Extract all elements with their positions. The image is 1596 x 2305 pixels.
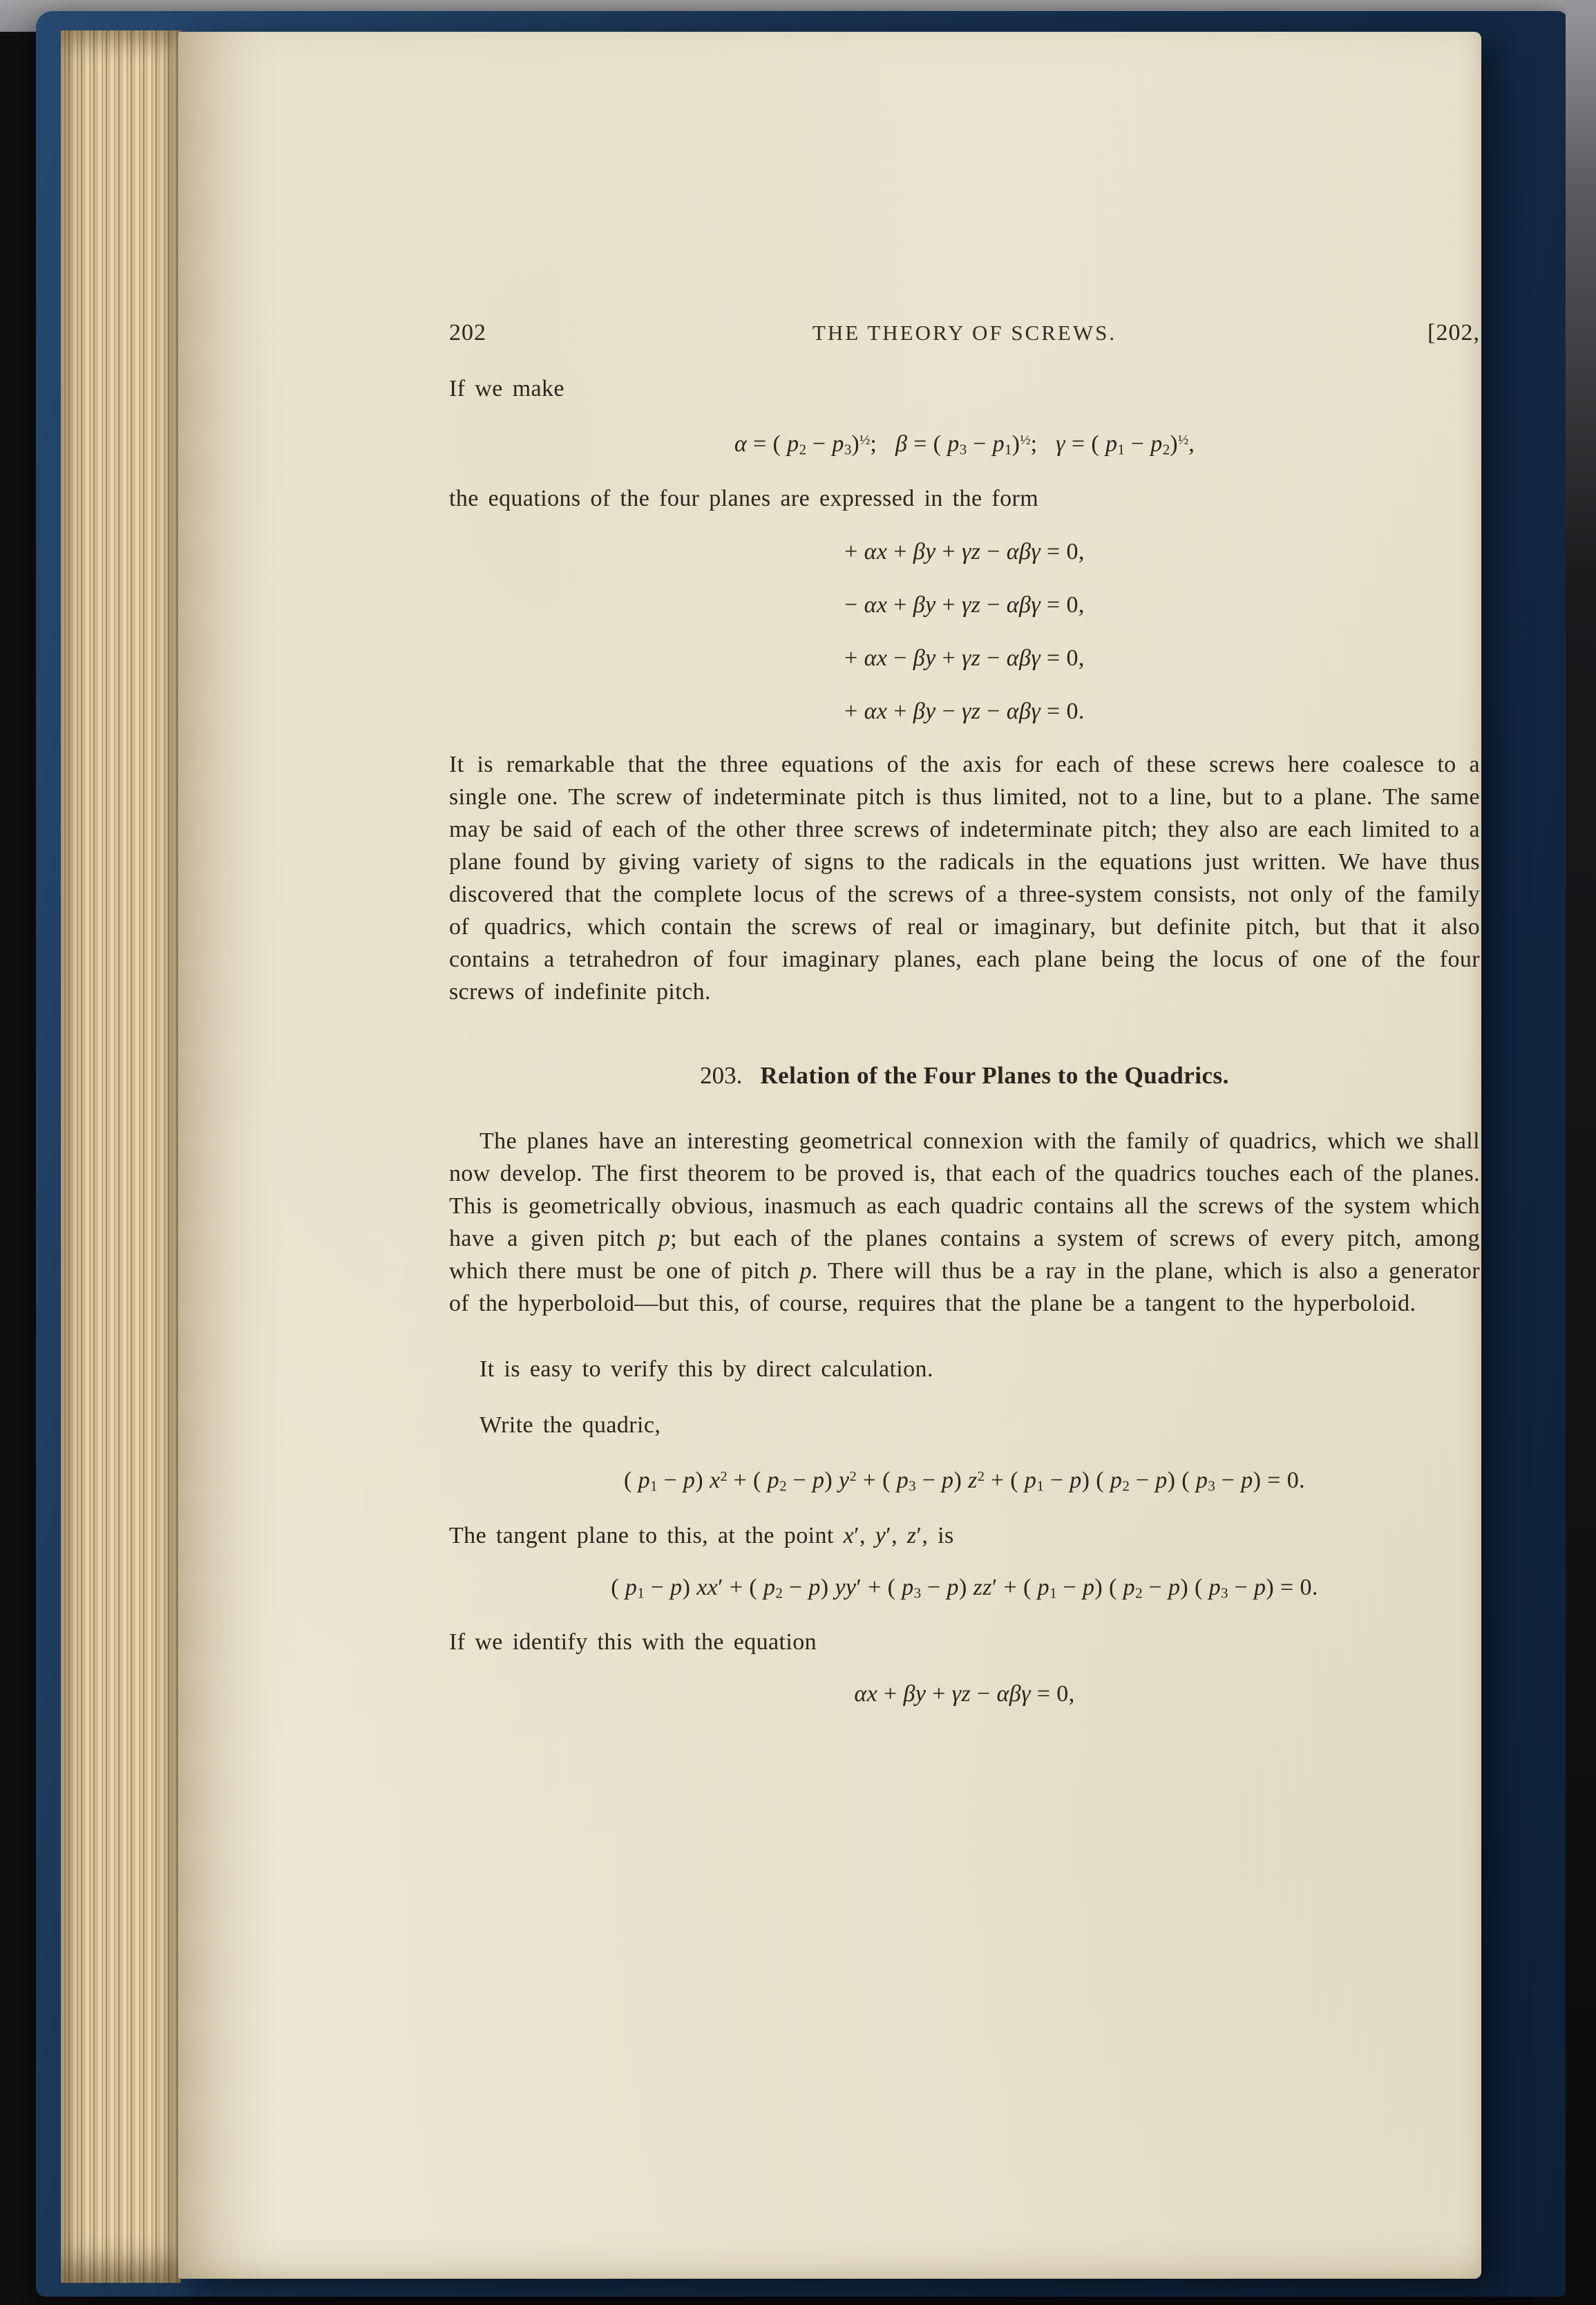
equation-quadric: ( $p_1 - p$) $x^2$ + ( $p_2 - p$) $y^2$ + ( $p_3 - p$) $z^2$ + ( $p_1 - p$) ( $p_2 - p$) ( $p_3 - p) = 0$. (623, 1468, 1306, 1495)
equation-plane-2: − αx + βy + γz − αβγ = 0, (844, 592, 1085, 618)
paragraph-remarkable: It is remarkable that the three equations of the axis for each of these screws here coalesce to a single one. The screw of indeterminate pitch is thus limited, not to a line, but to a plane. The same may be said of each of the other three screws of indeterminate pitch; they also are each limited to a plane found by giving variety of signs to the radicals in the equations just written. We have thus discovered that the complete locus of the screws of a three-system consists, not only of the family of quadrics, which contain the screws of real or imaginary, but definite pitch, but that it also contains a tetrahedron of four imaginary planes, each plane being the locus of one of the four screws of indefinite pitch. (449, 752, 1480, 1005)
page-number: 202 (449, 320, 486, 345)
paragraph-planes-connexion: The planes have an interesting geometrical connexion with the family of quadrics, which we shall now develop. The first theorem to be proved is, that each of the quadrics touches each of the planes. This is geometrically obvious, inasmuch as each quadric contains all the screws of the system which have a given pitch p; but each of the planes contains a system of screws of every pitch, among which there must be one of pitch p. There will thus be a ray in the plane, which is also a generator of the hyperboloid—but this, of course, requires that the plane be a tangent to the hyperboloid. (449, 1128, 1481, 1317)
paragraph-verify: It is easy to verify this by direct calculation. (479, 1356, 933, 1383)
background-right-edge (1566, 0, 1596, 2305)
equation-group-four-planes (449, 535, 1480, 728)
equation-alpha-beta-gamma: α = ( $p_2 - p_3)^{\frac{1}{2}}$; β = ( $p_3 - p_1)^{\frac{1}{2}}$; γ = ( $p_1 - p_2)^{\frac{1}{2}}$, (734, 430, 1195, 458)
page-content (449, 316, 1480, 1710)
section-number: 203. (700, 1062, 743, 1090)
paragraph-write-quadric: Write the quadric, (479, 1412, 661, 1439)
section-heading-203 (449, 1059, 1480, 1092)
equation-tangent-plane: ( $p_1 - p$) xx′ + ( $p_2 - p$) yy′ + ( $p_3 - p$) zz′ + ( $p_1 - p$) ( $p_2 - p$) ( $p_3 - p) = 0$. (611, 1574, 1318, 1602)
paragraph-if-we-make: If we make (449, 376, 564, 401)
equation-plane-3: + αx − βy + γz − αβγ = 0, (844, 645, 1085, 672)
running-title: THE THEORY OF SCREWS. (812, 321, 1117, 345)
margin-reference: [202, (1427, 320, 1480, 345)
page-edge-stack (61, 30, 181, 2283)
section-title: Relation of the Four Planes to the Quadrics. (760, 1062, 1229, 1090)
paragraph-equations-form: the equations of the four planes are expressed in the form (449, 486, 1039, 512)
paragraph-identify: If we identify this with the equation (449, 1629, 817, 1656)
paragraph-tangent-plane: The tangent plane to this, at the point x′, y′, z′, is (449, 1522, 954, 1548)
equation-plane-1: + αx + βy + γz − αβγ = 0, (844, 539, 1085, 565)
book-page (178, 32, 1481, 2279)
page-header (449, 316, 1480, 349)
equation-plane-4: + αx + βy − γz − αβγ = 0. (844, 699, 1085, 725)
equation-identify: αx + βy + γz − αβγ = 0, (854, 1681, 1075, 1707)
